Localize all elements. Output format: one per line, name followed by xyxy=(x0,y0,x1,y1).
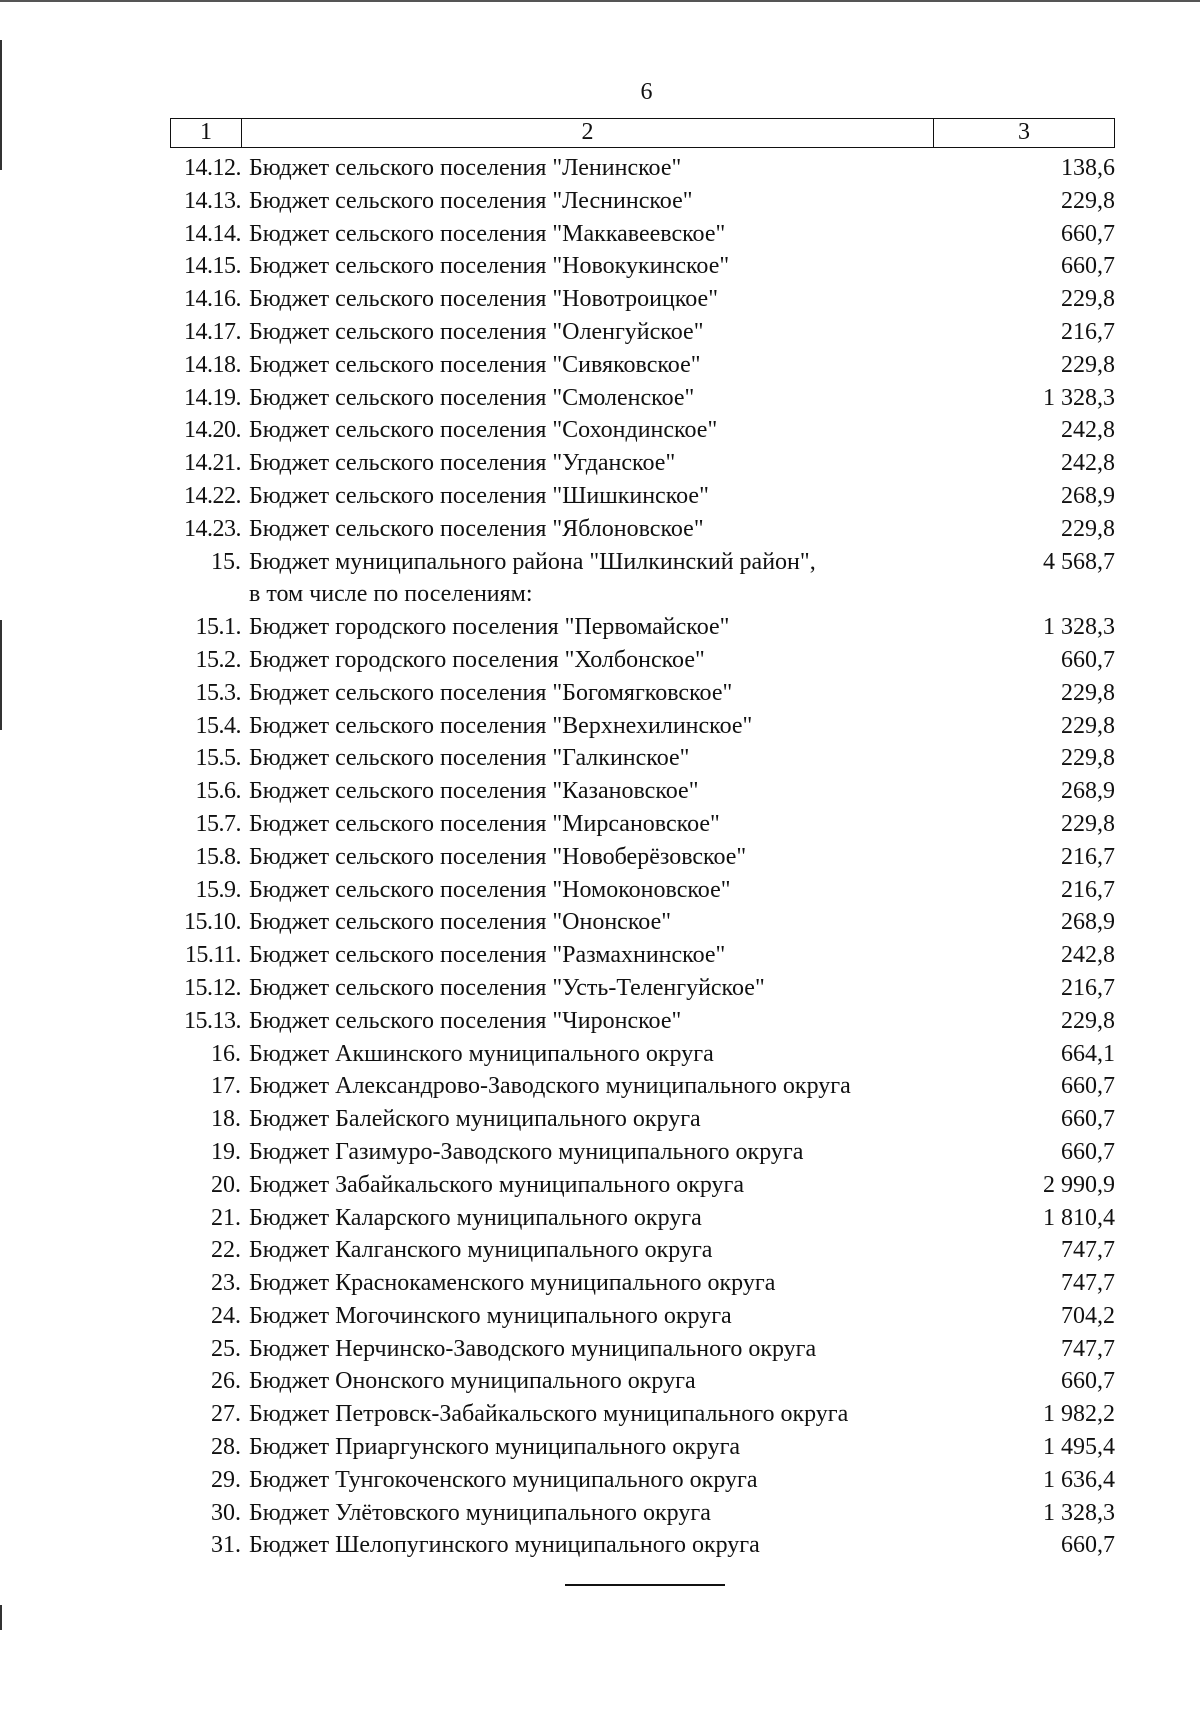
row-budget-name: Бюджет сельского поселения "Усть-Теленгуйское" xyxy=(249,974,765,1001)
table-row xyxy=(170,1038,1115,1071)
row-budget-name: Бюджет Приаргунского муниципального округа xyxy=(249,1434,741,1461)
table-row xyxy=(170,1464,1115,1497)
row-number: 25. xyxy=(211,1335,241,1362)
row-amount: 1 810,4 xyxy=(1043,1204,1115,1231)
row-number: 15.3. xyxy=(195,679,241,706)
row-budget-name: Бюджет Калганского муниципального округа xyxy=(249,1237,713,1264)
row-amount: 229,8 xyxy=(1061,810,1115,837)
table-row xyxy=(170,1365,1115,1398)
row-budget-name: Бюджет Петровск-Забайкальского муниципального округа xyxy=(249,1401,849,1428)
table-row xyxy=(170,185,1115,218)
row-number: 19. xyxy=(211,1138,241,1165)
row-amount: 229,8 xyxy=(1061,187,1115,214)
row-budget-name: Бюджет городского поселения "Холбонское" xyxy=(249,646,705,673)
row-number: 29. xyxy=(211,1466,241,1493)
row-number: 15.8. xyxy=(195,843,241,870)
row-budget-name: Бюджет сельского поселения "Новоберёзовское" xyxy=(249,843,747,870)
row-budget-name: Бюджет сельского поселения "Оленгуйское" xyxy=(249,318,704,345)
row-number: 26. xyxy=(211,1368,241,1395)
row-budget-name: Бюджет сельского поселения "Сохондинское" xyxy=(249,417,718,444)
row-budget-name: Бюджет Шелопугинского муниципального округа xyxy=(249,1532,760,1559)
table-row xyxy=(170,972,1115,1005)
row-number: 15.2. xyxy=(195,646,241,673)
row-number: 15.9. xyxy=(195,876,241,903)
row-amount: 664,1 xyxy=(1061,1040,1115,1067)
row-number: 28. xyxy=(211,1434,241,1461)
row-number: 14.22. xyxy=(184,482,241,509)
table-row xyxy=(170,1529,1115,1562)
table-row xyxy=(170,546,1115,579)
row-amount: 660,7 xyxy=(1061,1138,1115,1165)
row-amount: 268,9 xyxy=(1061,482,1115,509)
row-amount: 229,8 xyxy=(1061,351,1115,378)
footer-rule xyxy=(565,1584,725,1586)
row-amount: 660,7 xyxy=(1061,1532,1115,1559)
row-amount: 747,7 xyxy=(1061,1237,1115,1264)
row-number: 18. xyxy=(211,1106,241,1133)
row-number: 27. xyxy=(211,1401,241,1428)
header-col-number: 1 xyxy=(171,119,242,147)
row-amount: 242,8 xyxy=(1061,450,1115,477)
row-budget-name: Бюджет Нерчинско-Заводского муниципального округа xyxy=(249,1335,817,1362)
row-amount: 660,7 xyxy=(1061,1368,1115,1395)
table-row xyxy=(170,1202,1115,1235)
row-amount: 1 328,3 xyxy=(1043,384,1115,411)
table-row xyxy=(170,316,1115,349)
header-col-name: 2 xyxy=(242,119,934,147)
row-amount: 1 495,4 xyxy=(1043,1434,1115,1461)
table-row xyxy=(170,1103,1115,1136)
scan-margin-mark xyxy=(0,620,2,730)
table-row xyxy=(170,1136,1115,1169)
row-amount: 660,7 xyxy=(1061,1073,1115,1100)
row-budget-name: Бюджет сельского поселения "Маккавеевское" xyxy=(249,220,726,247)
row-number: 14.23. xyxy=(184,515,241,542)
row-budget-name: Бюджет сельского поселения "Номоконовское" xyxy=(249,876,731,903)
row-budget-name: Бюджет сельского поселения "Сивяковское" xyxy=(249,351,701,378)
table-row xyxy=(170,152,1115,185)
table-header xyxy=(170,118,1115,148)
row-number: 14.14. xyxy=(184,220,241,247)
row-amount: 229,8 xyxy=(1061,1007,1115,1034)
table-row xyxy=(170,906,1115,939)
row-number: 14.16. xyxy=(184,286,241,313)
row-amount: 747,7 xyxy=(1061,1270,1115,1297)
row-number: 31. xyxy=(211,1532,241,1559)
scan-margin-mark xyxy=(0,1605,2,1630)
row-budget-name: Бюджет сельского поселения "Смоленское" xyxy=(249,384,695,411)
row-amount: 216,7 xyxy=(1061,974,1115,1001)
row-number: 14.21. xyxy=(184,450,241,477)
row-number: 16. xyxy=(211,1040,241,1067)
table-row xyxy=(170,1497,1115,1530)
row-budget-name: Бюджет городского поселения "Первомайское" xyxy=(249,614,730,641)
table-row xyxy=(170,710,1115,743)
row-amount: 2 990,9 xyxy=(1043,1171,1115,1198)
row-number: 14.18. xyxy=(184,351,241,378)
row-budget-name: Бюджет сельского поселения "Ленинское" xyxy=(249,155,682,181)
row-budget-name: Бюджет сельского поселения "Леснинское" xyxy=(249,187,693,214)
row-budget-name: Бюджет сельского поселения "Новокукинское" xyxy=(249,253,730,280)
table-row xyxy=(170,1169,1115,1202)
row-number: 17. xyxy=(211,1073,241,1100)
table-row xyxy=(170,250,1115,283)
row-budget-name: Бюджет сельского поселения "Чиронское" xyxy=(249,1007,682,1034)
row-number: 15.5. xyxy=(195,745,241,772)
table-row xyxy=(170,218,1115,251)
row-number: 14.13. xyxy=(184,187,241,214)
row-number: 14.12. xyxy=(184,155,241,181)
table-row xyxy=(170,1267,1115,1300)
row-number: 24. xyxy=(211,1302,241,1329)
row-budget-name: Бюджет Александрово-Заводского муниципального округа xyxy=(249,1073,851,1100)
row-budget-name: Бюджет Улётовского муниципального округа xyxy=(249,1499,711,1526)
row-budget-name: Бюджет сельского поселения "Яблоновское" xyxy=(249,515,704,542)
table-row xyxy=(170,1398,1115,1431)
table-row xyxy=(170,874,1115,907)
row-number: 15. xyxy=(211,548,241,575)
row-budget-name: Бюджет Ононского муниципального округа xyxy=(249,1368,696,1395)
row-budget-name: Бюджет сельского поселения "Шишкинское" xyxy=(249,482,709,509)
table-row xyxy=(170,1333,1115,1366)
row-amount: 268,9 xyxy=(1061,778,1115,805)
table-row xyxy=(170,841,1115,874)
row-amount: 138,6 xyxy=(1061,155,1115,181)
row-amount: 660,7 xyxy=(1061,253,1115,280)
table-row xyxy=(170,349,1115,382)
row-amount: 660,7 xyxy=(1061,1106,1115,1133)
row-budget-name: Бюджет Забайкальского муниципального округа xyxy=(249,1171,745,1198)
page-number: 6 xyxy=(640,79,653,105)
row-budget-name: Бюджет сельского поселения "Угданское" xyxy=(249,450,676,477)
scan-top-edge xyxy=(0,0,1200,2)
row-budget-name: в том числе по поселениям: xyxy=(249,581,533,608)
row-budget-name: Бюджет сельского поселения "Галкинское" xyxy=(249,745,690,772)
table-row xyxy=(170,578,1115,611)
table-row xyxy=(170,939,1115,972)
row-number: 23. xyxy=(211,1270,241,1297)
row-amount: 660,7 xyxy=(1061,220,1115,247)
row-amount: 1 328,3 xyxy=(1043,1499,1115,1526)
row-amount: 268,9 xyxy=(1061,909,1115,936)
row-number: 21. xyxy=(211,1204,241,1231)
row-budget-name: Бюджет Могочинского муниципального округа xyxy=(249,1302,732,1329)
row-number: 14.15. xyxy=(184,253,241,280)
row-number: 15.4. xyxy=(195,712,241,739)
row-budget-name: Бюджет Тунгокоченского муниципального округа xyxy=(249,1466,758,1493)
row-number: 15.6. xyxy=(195,778,241,805)
row-amount: 229,8 xyxy=(1061,712,1115,739)
table-row xyxy=(170,480,1115,513)
row-budget-name: Бюджет Каларского муниципального округа xyxy=(249,1204,702,1231)
row-number: 15.10. xyxy=(184,909,241,936)
table-row xyxy=(170,808,1115,841)
table-row xyxy=(170,644,1115,677)
row-number: 15.13. xyxy=(184,1007,241,1034)
row-number: 15.1. xyxy=(195,614,241,641)
row-budget-name: Бюджет сельского поселения "Размахнинское" xyxy=(249,942,726,969)
row-budget-name: Бюджет Газимуро-Заводского муниципального округа xyxy=(249,1138,804,1165)
row-budget-name: Бюджет сельского поселения "Ононское" xyxy=(249,909,672,936)
header-col-amount: 3 xyxy=(1018,119,1030,145)
row-number: 14.17. xyxy=(184,318,241,345)
row-amount: 216,7 xyxy=(1061,843,1115,870)
row-number: 15.7. xyxy=(195,810,241,837)
row-budget-name: Бюджет сельского поселения "Казановское" xyxy=(249,778,699,805)
row-budget-name: Бюджет сельского поселения "Богомягковское" xyxy=(249,679,733,706)
table-row xyxy=(170,1005,1115,1038)
row-number: 14.20. xyxy=(184,417,241,444)
row-amount: 4 568,7 xyxy=(1043,548,1115,575)
row-budget-name: Бюджет сельского поселения "Новотроицкое" xyxy=(249,286,718,313)
row-number: 15.12. xyxy=(184,974,241,1001)
row-amount: 229,8 xyxy=(1061,286,1115,313)
row-amount: 242,8 xyxy=(1061,417,1115,444)
row-budget-name: Бюджет сельского поселения "Верхнехилинское" xyxy=(249,712,753,739)
row-amount: 229,8 xyxy=(1061,679,1115,706)
row-number: 14.19. xyxy=(184,384,241,411)
row-number: 20. xyxy=(211,1171,241,1198)
table-row xyxy=(170,414,1115,447)
row-amount: 242,8 xyxy=(1061,942,1115,969)
table-row xyxy=(170,382,1115,415)
table-row xyxy=(170,1234,1115,1267)
row-budget-name: Бюджет сельского поселения "Мирсановское" xyxy=(249,810,720,837)
budget-table-body xyxy=(170,152,1115,1562)
row-number: 30. xyxy=(211,1499,241,1526)
table-row xyxy=(170,677,1115,710)
row-amount: 1 636,4 xyxy=(1043,1466,1115,1493)
table-row xyxy=(170,611,1115,644)
row-amount: 704,2 xyxy=(1061,1302,1115,1329)
row-amount: 1 982,2 xyxy=(1043,1401,1115,1428)
row-amount: 216,7 xyxy=(1061,876,1115,903)
table-row xyxy=(170,447,1115,480)
row-budget-name: Бюджет Балейского муниципального округа xyxy=(249,1106,701,1133)
row-amount: 229,8 xyxy=(1061,745,1115,772)
row-amount: 747,7 xyxy=(1061,1335,1115,1362)
row-amount: 229,8 xyxy=(1061,515,1115,542)
table-row xyxy=(170,1300,1115,1333)
row-budget-name: Бюджет Краснокаменского муниципального округа xyxy=(249,1270,776,1297)
row-number: 22. xyxy=(211,1237,241,1264)
table-row xyxy=(170,1070,1115,1103)
row-amount: 660,7 xyxy=(1061,646,1115,673)
row-budget-name: Бюджет муниципального района "Шилкинский район", xyxy=(249,548,816,575)
table-row xyxy=(170,513,1115,546)
table-row xyxy=(170,775,1115,808)
row-number: 15.11. xyxy=(184,942,241,969)
table-row xyxy=(170,742,1115,775)
table-row xyxy=(170,283,1115,316)
row-budget-name: Бюджет Акшинского муниципального округа xyxy=(249,1040,714,1067)
row-amount: 216,7 xyxy=(1061,318,1115,345)
row-amount: 1 328,3 xyxy=(1043,614,1115,641)
table-row xyxy=(170,1431,1115,1464)
